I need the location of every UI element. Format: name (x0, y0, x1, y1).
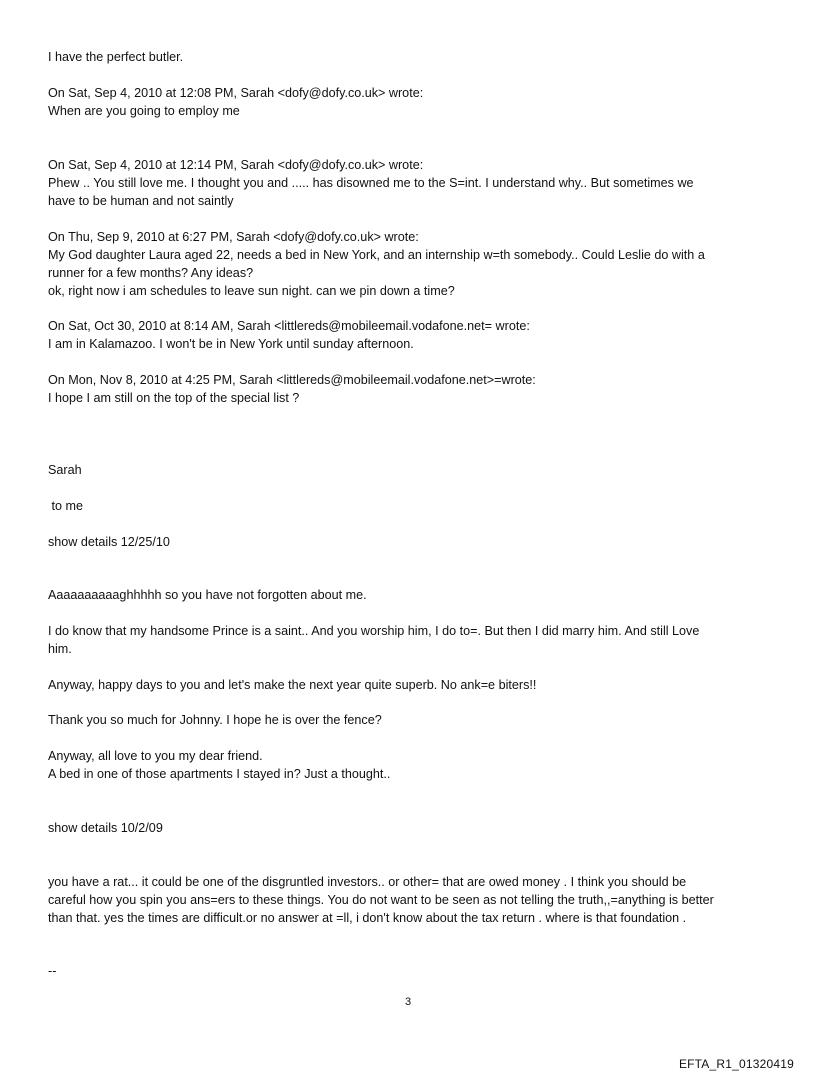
bates-number: EFTA_R1_01320419 (678, 1057, 794, 1071)
body-line: Phew .. You still love me. I thought you and ..... has disowned me to the S=int. I understand why.. But sometimes we (48, 176, 694, 190)
body-line: I am in Kalamazoo. I won't be in New York until sunday afternoon. (48, 337, 414, 351)
show-details-link[interactable]: show details 12/25/10 (48, 535, 170, 549)
body-line: Anyway, happy days to you and let's make the next year quite superb. No ank=e biters!! (48, 678, 537, 692)
body-line: have to be human and not saintly (48, 194, 234, 208)
body-line: Anyway, all love to you my dear friend. (48, 749, 263, 763)
body-line: A bed in one of those apartments I stayed in? Just a thought.. (48, 767, 391, 781)
recipient-line: to me (48, 499, 83, 513)
body-line: I have the perfect butler. (48, 50, 184, 64)
quote-header: On Mon, Nov 8, 2010 at 4:25 PM, Sarah <littlereds@mobileemail.vodafone.net>=wrote: (48, 373, 536, 387)
body-line: you have a rat... it could be one of the disgruntled investors.. or other= that are owed money . I think you should be (48, 875, 687, 889)
body-line: I do know that my handsome Prince is a saint.. And you worship him, I do to=. But then I did marry him. And still Love (48, 624, 700, 638)
body-line: him. (48, 642, 72, 656)
sender-name: Sarah (48, 463, 82, 477)
page-number: 3 (404, 996, 412, 1008)
body-line: Thank you so much for Johnny. I hope he is over the fence? (48, 713, 382, 727)
quote-header: On Sat, Sep 4, 2010 at 12:08 PM, Sarah <dofy@dofy.co.uk> wrote: (48, 86, 424, 100)
show-details-link[interactable]: show details 10/2/09 (48, 821, 163, 835)
body-line: My God daughter Laura aged 22, needs a bed in New York, and an internship w=th somebody.. Could Leslie do with a (48, 248, 705, 262)
quote-header: On Sat, Oct 30, 2010 at 8:14 AM, Sarah <littlereds@mobileemail.vodafone.net= wrote: (48, 319, 530, 333)
quote-header: On Thu, Sep 9, 2010 at 6:27 PM, Sarah <dofy@dofy.co.uk> wrote: (48, 230, 419, 244)
body-line: I hope I am still on the top of the special list ? (48, 391, 300, 405)
body-line: When are you going to employ me (48, 104, 240, 118)
body-line: Aaaaaaaaaaghhhhh so you have not forgotten about me. (48, 588, 367, 602)
body-line: runner for a few months? Any ideas? (48, 266, 254, 280)
body-line: than that. yes the times are difficult.or no answer at =ll, i don't know about the tax return . where is that foundation . (48, 911, 687, 925)
signature-separator: -- (48, 964, 57, 978)
body-line: ok, right now i am schedules to leave sun night. can we pin down a time? (48, 284, 455, 298)
quote-header: On Sat, Sep 4, 2010 at 12:14 PM, Sarah <dofy@dofy.co.uk> wrote: (48, 158, 424, 172)
body-line: careful how you spin you ans=ers to these things. You do not want to be seen as not telling the truth,,=anything is better (48, 893, 714, 907)
